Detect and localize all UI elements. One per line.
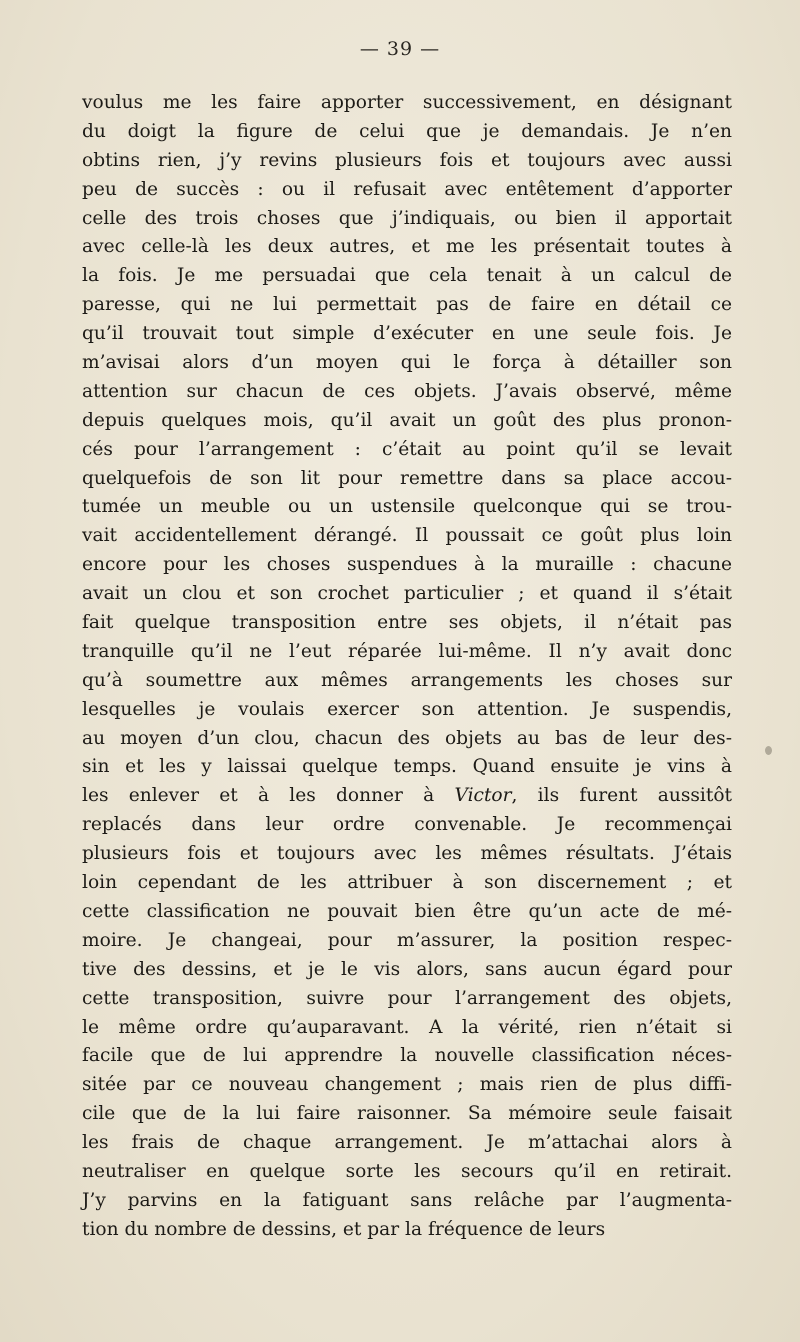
text-line: tion du nombre de dessins, et par la fréquence de leurs: [82, 1218, 606, 1240]
text-line: m’avisai alors d’un moyen qui le força à détailler son: [82, 352, 732, 374]
text-line: cette transposition, suivre pour l’arrangement des objets,: [82, 987, 732, 1009]
text-line: la fois. Je me persuadai que cela tenait à un calcul de: [82, 265, 732, 287]
text-line: cette classification ne pouvait bien être qu’un acte de mé-: [82, 900, 732, 922]
page-number: — 39 —: [359, 38, 441, 60]
margin-ink-spot: [765, 746, 772, 755]
text-line: les frais de chaque arrangement. Je m’attachai alors à: [82, 1132, 732, 1154]
text-line: paresse, qui ne lui permettait pas de faire en détail ce: [82, 294, 732, 316]
text-line: cile que de la lui faire raisonner. Sa mémoire seule faisait: [82, 1103, 732, 1125]
text-line: le même ordre qu’auparavant. A la vérité, rien n’était si: [82, 1016, 732, 1038]
text-line: avait un clou et son crochet particulier ; et quand il s’était: [82, 583, 732, 605]
text-line: voulus me les faire apporter successivement, en désignant: [82, 92, 732, 113]
text-line: quelquefois de son lit pour remettre dans sa place accou-: [82, 467, 732, 489]
text-line: celle des trois choses que j’indiquais, ou bien il apportait: [82, 207, 732, 229]
text-line: neutraliser en quelque sorte les secours qu’il en retirait.: [82, 1160, 732, 1182]
text-segment: les enlever et à les donner à: [82, 785, 455, 807]
text-line: facile que de lui apprendre la nouvelle classification néces-: [82, 1045, 732, 1067]
text-line: plusieurs fois et toujours avec les mêmes résultats. J’étais: [82, 843, 732, 865]
text-line: moire. Je changeai, pour m’assurer, la position respec-: [82, 929, 732, 951]
text-line-victor: [82, 782, 732, 811]
text-line: sitée par ce nouveau changement ; mais rien de plus diffi-: [82, 1074, 732, 1096]
text-line: qu’il trouvait tout simple d’exécuter en une seule fois. Je: [82, 323, 732, 345]
italic-name-victor: Victor: [454, 785, 512, 807]
text-line: sin et les y laissai quelque temps. Quand ensuite je vins à: [82, 756, 732, 778]
text-line: cés pour l’arrangement : c’était au point qu’il se levait: [82, 438, 732, 460]
text-line: replacés dans leur ordre convenable. Je recommençai: [82, 814, 732, 836]
text-line: encore pour les choses suspendues à la muraille : chacune: [82, 554, 732, 576]
text-line: attention sur chacun de ces objets. J’avais observé, même: [82, 380, 732, 402]
text-line: du doigt la figure de celui que je demandais. Je n’en: [82, 120, 732, 142]
text-line: au moyen d’un clou, chacun des objets au bas de leur des-: [82, 727, 732, 749]
text-line: vait accidentellement dérangé. Il poussait ce goût plus loin: [82, 525, 732, 547]
text-line: tranquille qu’il ne l’eut réparée lui-même. Il n’y avait donc: [82, 640, 732, 662]
text-line: tumée un meuble ou un ustensile quelconque qui se trou-: [82, 496, 732, 518]
text-segment: , ils furent aussitôt: [511, 785, 732, 807]
text-line: lesquelles je voulais exercer son attention. Je suspendis,: [82, 698, 732, 720]
text-line: fait quelque transposition entre ses objets, il n’était pas: [82, 612, 732, 634]
text-line: loin cependant de les attribuer à son discernement ; et: [82, 872, 732, 894]
text-line: avec celle-là les deux autres, et me les présentait toutes à: [82, 236, 732, 258]
text-line: qu’à soumettre aux mêmes arrangements les choses sur: [82, 669, 732, 691]
text-line: peu de succès : ou il refusait avec entêtement d’apporter: [82, 178, 732, 200]
text-line: J’y parvins en la fatiguant sans relâche par l’augmenta-: [82, 1189, 732, 1211]
body-text: [82, 89, 732, 1245]
text-line: tive des dessins, et je le vis alors, sans aucun égard pour: [82, 958, 732, 980]
text-line: depuis quelques mois, qu’il avait un goût des plus pronon-: [82, 409, 732, 431]
text-line: obtins rien, j’y revins plusieurs fois et toujours avec aussi: [82, 149, 732, 171]
